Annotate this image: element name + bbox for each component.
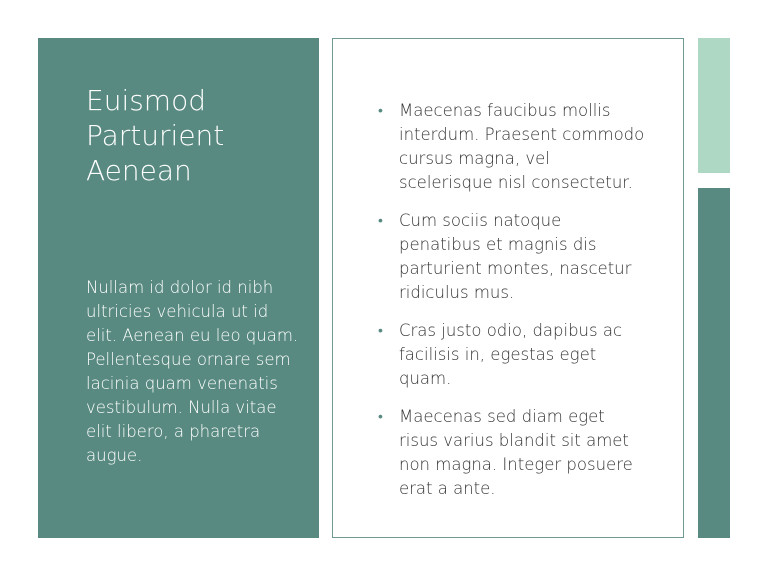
bullet-icon: • — [378, 213, 383, 229]
bullet-item — [378, 99, 648, 195]
bullet-text: Maecenas faucibus mollis interdum. Praesent commodo cursus magna, vel scelerisque nisl consectetur. — [399, 101, 645, 192]
bullet-text: Cum sociis natoque penatibus et magnis dis parturient montes, nascetur ridiculus mus. — [399, 211, 632, 302]
left-panel — [38, 38, 319, 538]
bullet-icon: • — [378, 409, 383, 425]
bullet-item — [378, 319, 648, 391]
accent-bar-top — [698, 38, 730, 173]
bullet-item — [378, 405, 648, 501]
slide-body-text: Nullam id dolor id nibh ultricies vehicula ut id elit. Aenean eu leo quam. Pellentesque ornare sem lacinia quam venenatis vestibulum. Nulla vitae elit libero, a pharetra augue. — [86, 278, 299, 465]
accent-bar-bottom — [698, 188, 730, 538]
bullet-item — [378, 209, 648, 305]
right-panel — [332, 38, 684, 538]
bullet-text: Maecenas sed diam eget risus varius blandit sit amet non magna. Integer posuere erat a ante. — [399, 407, 633, 498]
bullet-icon: • — [378, 103, 383, 119]
bullet-list — [378, 99, 648, 515]
bullet-icon: • — [378, 323, 383, 339]
bullet-text: Cras justo odio, dapibus ac facilisis in, egestas eget quam. — [399, 321, 623, 388]
slide-title: Euismod Parturient Aenean — [86, 84, 225, 187]
